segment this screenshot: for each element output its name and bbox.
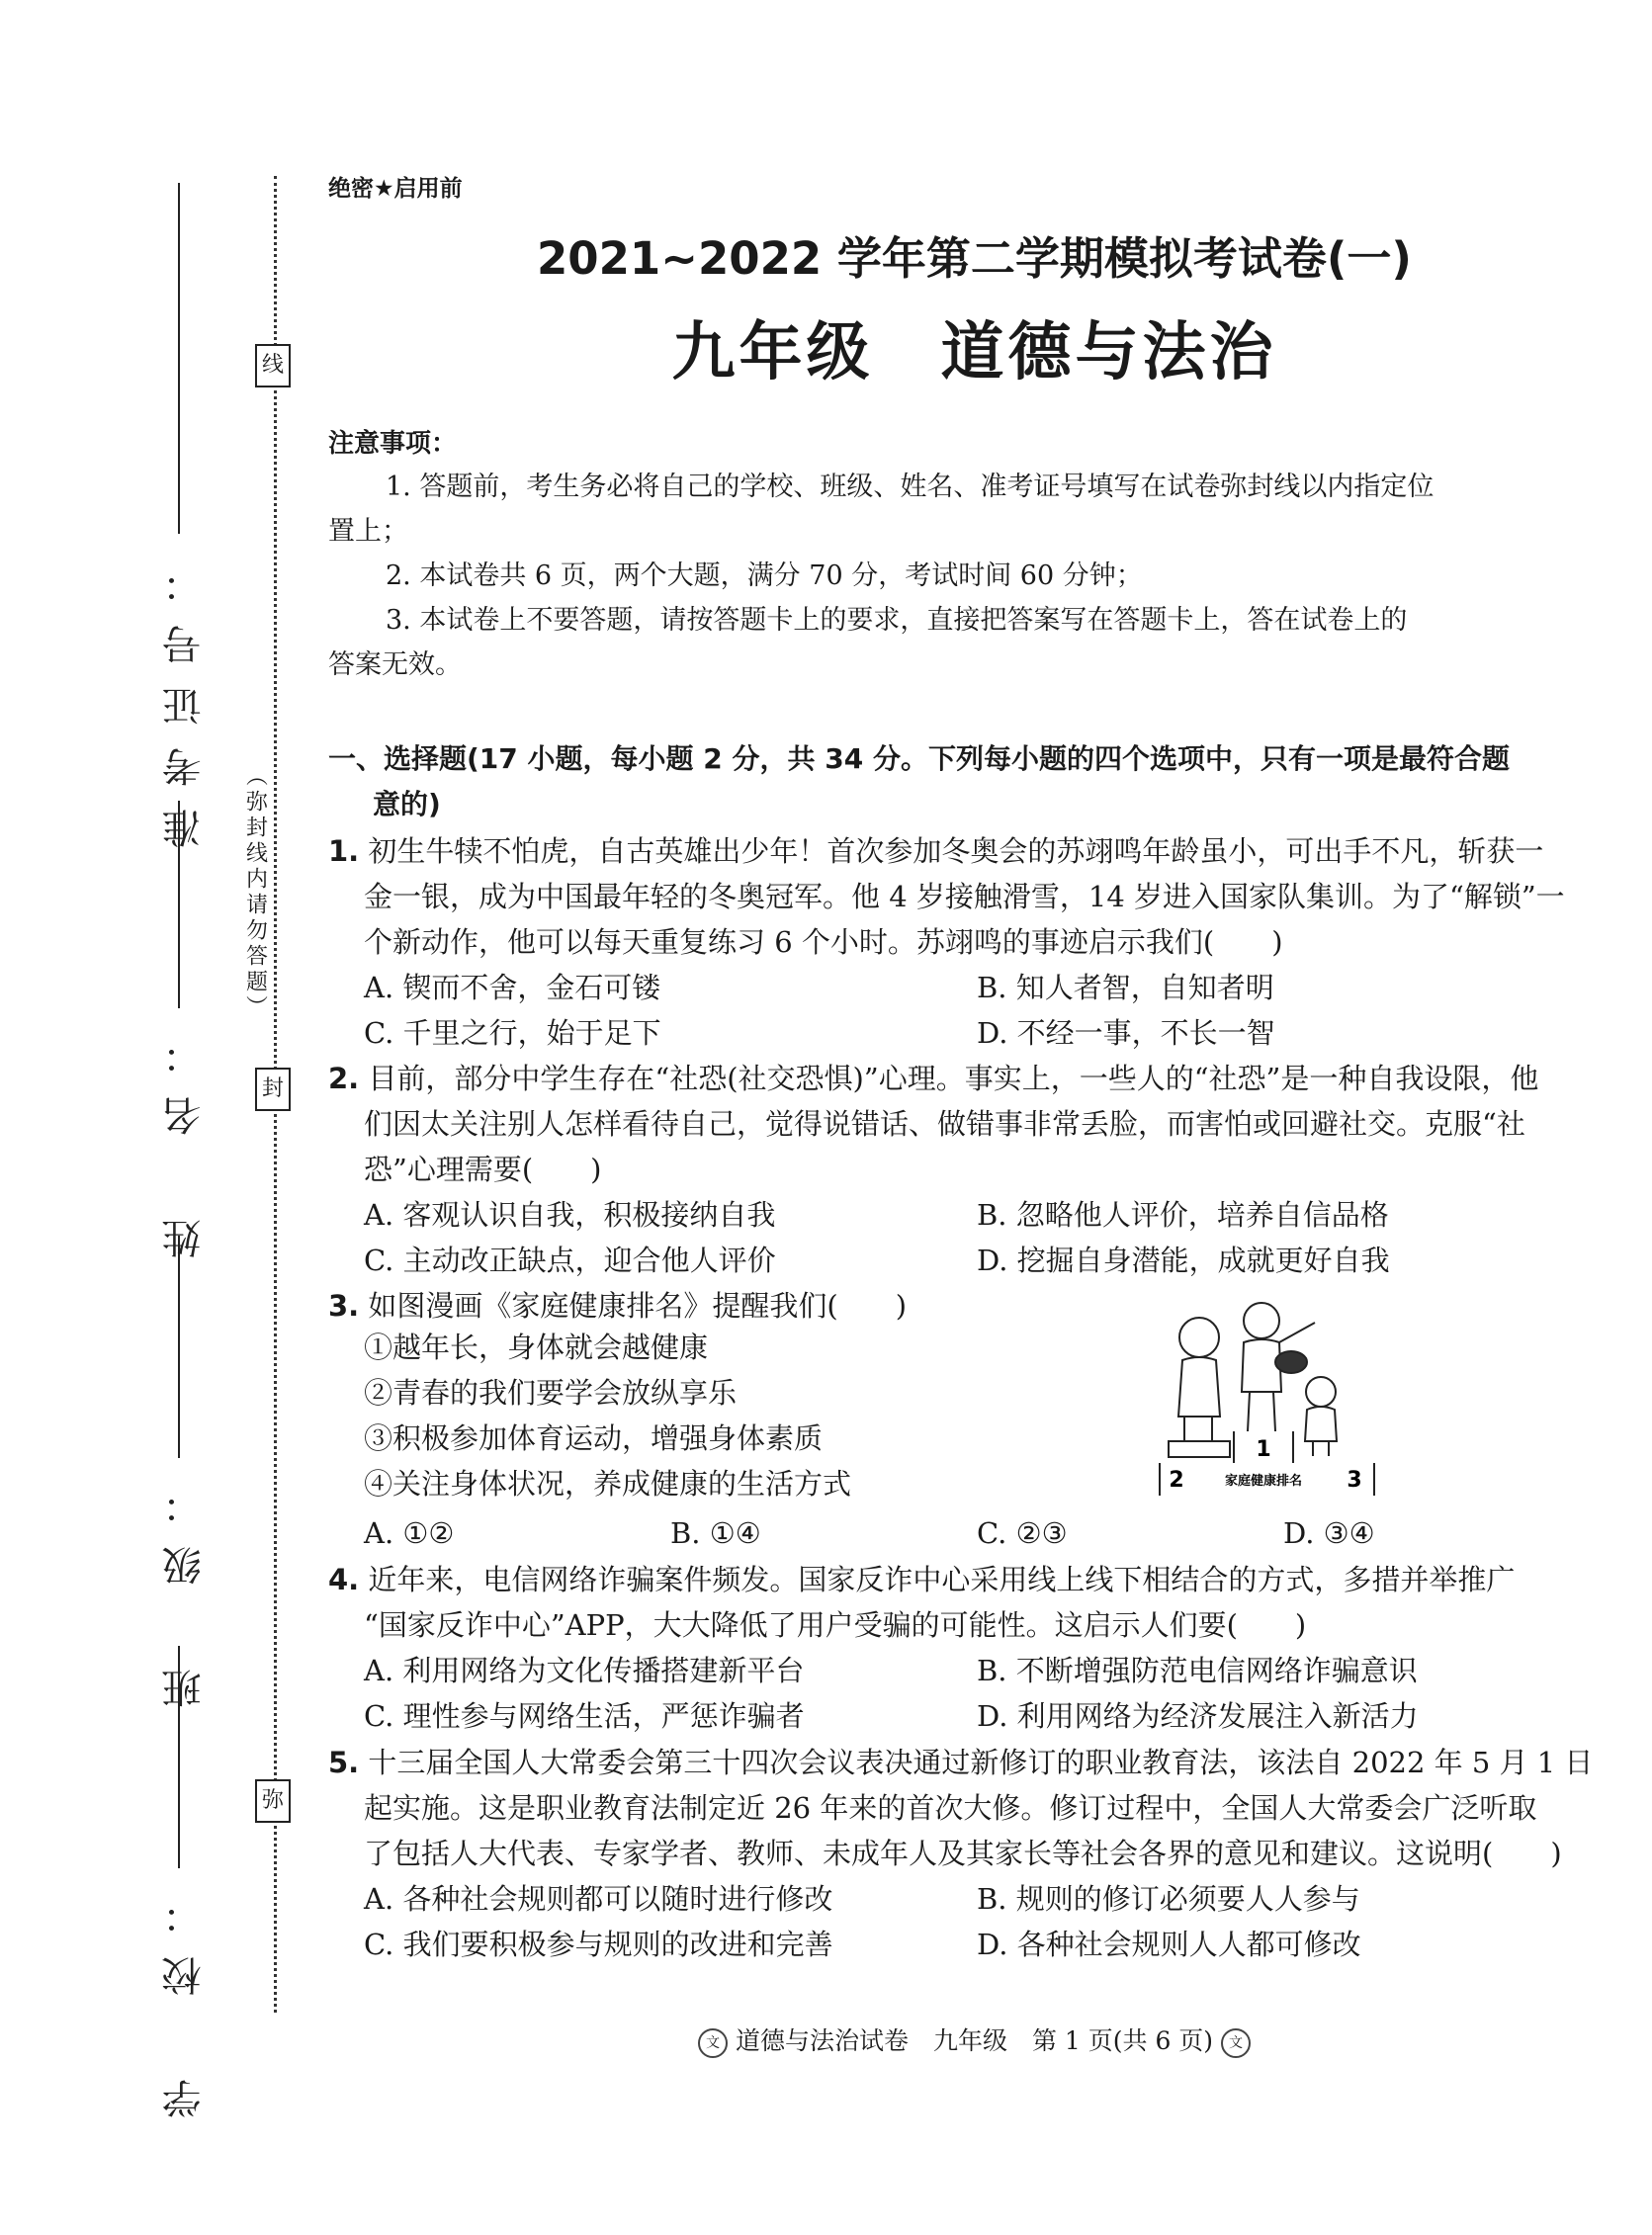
question-4-options bbox=[364, 1648, 1590, 1739]
child-figure bbox=[1305, 1377, 1337, 1456]
question-stem: 个新动作，他可以每天重复练习 6 个小时。苏翊鸣的事迹启示我们( ) bbox=[364, 925, 1283, 959]
option-a: A. 各种社会规则都可以随时进行修改 bbox=[364, 1882, 833, 1916]
question-1-options bbox=[364, 965, 1590, 1056]
option-a: A. 利用网络为文化传播搭建新平台 bbox=[364, 1654, 805, 1687]
question-number: 4. bbox=[328, 1563, 360, 1596]
seal-char-mi: 弥 bbox=[255, 1779, 291, 1823]
rank-3-label: 3 bbox=[1347, 1468, 1362, 1493]
question-stem: 们因太关注别人怎样看待自己，觉得说错话、做错事非常丢脸，而害怕或回避社交。克服“社 bbox=[364, 1107, 1525, 1141]
question-number: 5. bbox=[328, 1746, 360, 1779]
subject-title: 九年级 道德与法治 bbox=[671, 316, 1277, 389]
school-label: 学 校： bbox=[162, 1873, 208, 2118]
grandpa-figure bbox=[1169, 1318, 1230, 1457]
option-b: B. 忽略他人评价，培养自信品格 bbox=[977, 1198, 1389, 1232]
question-stem: “国家反诈中心”APP，大大降低了用户受骗的可能性。这启示人们要( ) bbox=[364, 1608, 1307, 1642]
option-c: C. 理性参与网络生活，严惩诈骗者 bbox=[364, 1699, 805, 1733]
section-heading-line1: 一、选择题(17 小题，每小题 2 分，共 34 分。下列每小题的四个选项中，只有一项是最符合题 bbox=[328, 742, 1510, 775]
notice-item-1: 1. 答题前，考生务必将自己的学校、班级、姓名、准考证号填写在试卷弥封线以内指定位 bbox=[386, 472, 1435, 502]
option-c: C. ②③ bbox=[977, 1516, 1068, 1550]
health-ranking-cartoon bbox=[1155, 1293, 1382, 1512]
school-underline bbox=[178, 1646, 180, 1868]
name-underline bbox=[178, 801, 180, 1008]
question-3-items bbox=[364, 1325, 851, 1506]
class-underline bbox=[178, 1236, 180, 1458]
question-stem: 如图漫画《家庭健康排名》提醒我们( ) bbox=[368, 1289, 908, 1323]
question-stem: 近年来，电信网络诈骗案件频发。国家反诈中心采用线上线下相结合的方式，多措并举推广 bbox=[368, 1563, 1516, 1596]
question-number: 1. bbox=[328, 834, 360, 868]
rank-1-label: 1 bbox=[1256, 1437, 1271, 1462]
notice-title: 注意事项： bbox=[328, 429, 458, 459]
question-number: 2. bbox=[328, 1062, 360, 1095]
option-d: D. 利用网络为经济发展注入新活力 bbox=[977, 1699, 1419, 1733]
option-c: C. 我们要积极参与规则的改进和完善 bbox=[364, 1928, 833, 1961]
section-heading bbox=[328, 736, 1594, 827]
question-4 bbox=[328, 1557, 1604, 1648]
cartoon-caption: 家庭健康排名 bbox=[1224, 1474, 1303, 1489]
option-d: D. ③④ bbox=[1283, 1516, 1375, 1550]
question-stem: 目前，部分中学生存在“社恐(社交恐惧)”心理。事实上，一些人的“社恐”是一种自我设限，他 bbox=[368, 1062, 1539, 1095]
class-label: 班 级： bbox=[162, 1463, 208, 1708]
question-stem: 了包括人大代表、专家学者、教师、未成年人及其家长等社会各界的意见和建议。这说明( ) bbox=[364, 1837, 1562, 1870]
binding-margin bbox=[0, 0, 297, 2235]
option-b: B. 不断增强防范电信网络诈骗意识 bbox=[977, 1654, 1418, 1687]
exam-title: 2021~2022 学年第二学期模拟考试卷(一) bbox=[537, 232, 1412, 285]
seal-char-feng: 封 bbox=[255, 1068, 291, 1111]
secret-mark: 绝密★启用前 bbox=[328, 176, 463, 202]
question-3 bbox=[328, 1283, 1604, 1329]
option-a: A. 客观认识自我，积极接纳自我 bbox=[364, 1198, 776, 1232]
question-stem: 起实施。这是职业教育法制定近 26 年来的首次大修。修订过程中，全国人大常委会广泛听取 bbox=[364, 1791, 1537, 1825]
option-d: D. 各种社会规则人人都可修改 bbox=[977, 1928, 1361, 1961]
option-c: C. 主动改正缺点，迎合他人评价 bbox=[364, 1244, 776, 1277]
option-b: B. 知人者智，自知者明 bbox=[977, 971, 1274, 1004]
question-1 bbox=[328, 828, 1604, 965]
publisher-logo-icon: 文 bbox=[1221, 2028, 1251, 2058]
option-a: A. ①② bbox=[364, 1516, 455, 1550]
seal-note-text: （弥封线内请勿答题） bbox=[242, 764, 268, 1021]
exam-no-label: 准考证号： bbox=[162, 542, 208, 848]
question-5-options bbox=[364, 1876, 1590, 1967]
question-stem: 恐”心理需要( ) bbox=[364, 1153, 602, 1186]
question-stem: 初生牛犊不怕虎，自古英雄出少年！首次参加冬奥会的苏翊鸣年龄虽小，可出手不凡，斩获一 bbox=[368, 834, 1544, 868]
publisher-logo-icon: 文 bbox=[698, 2028, 728, 2058]
option-d: D. 挖掘自身潜能，成就更好自我 bbox=[977, 1244, 1390, 1277]
option-b: B. ①④ bbox=[670, 1516, 761, 1550]
middle-figure bbox=[1242, 1303, 1315, 1431]
notice-item-3: 3. 本试卷上不要答题，请按答题卡上的要求，直接把答案写在答题卡上，答在试卷上的 bbox=[386, 605, 1408, 636]
question-2 bbox=[328, 1056, 1604, 1192]
statement-item: ④关注身体状况，养成健康的生活方式 bbox=[364, 1467, 852, 1501]
question-2-options bbox=[364, 1192, 1590, 1283]
rank-2-label: 2 bbox=[1169, 1468, 1184, 1493]
notice-body bbox=[328, 465, 1589, 687]
question-3-options bbox=[364, 1510, 1590, 1556]
question-5 bbox=[328, 1740, 1604, 1876]
notice-item-2: 2. 本试卷共 6 页，两个大题，满分 70 分，考试时间 60 分钟； bbox=[386, 560, 1143, 591]
section-heading-line2: 意的) bbox=[373, 788, 441, 820]
page-footer bbox=[297, 2021, 1652, 2058]
option-a: A. 锲而不舍，金石可镂 bbox=[364, 971, 661, 1004]
seal-note bbox=[237, 759, 273, 1026]
question-stem: 十三届全国人大常委会第三十四次会议表决通过新修订的职业教育法，该法自 2022 年 5 月 1 日 bbox=[368, 1746, 1594, 1779]
notice-item-3-cont: 答案无效。 bbox=[328, 649, 462, 680]
footer-text: 道德与法治试卷 九年级 第 1 页(共 6 页) bbox=[735, 2026, 1214, 2055]
statement-item: ①越年长，身体就会越健康 bbox=[364, 1331, 709, 1364]
name-label: 姓 名： bbox=[162, 1013, 208, 1258]
statement-item: ②青春的我们要学会放纵享乐 bbox=[364, 1376, 738, 1410]
option-c: C. 千里之行，始于足下 bbox=[364, 1016, 661, 1050]
question-stem: 金一银，成为中国最年轻的冬奥冠军。他 4 岁接触滑雪，14 岁进入国家队集训。为了“解锁”一 bbox=[364, 880, 1565, 913]
exam-no-underline bbox=[178, 183, 180, 534]
notice-item-1-cont: 置上； bbox=[328, 516, 408, 547]
option-b: B. 规则的修订必须要人人参与 bbox=[977, 1882, 1360, 1916]
seal-char-xian: 线 bbox=[255, 344, 291, 387]
option-d: D. 不经一事，不长一智 bbox=[977, 1016, 1275, 1050]
question-number: 3. bbox=[328, 1289, 360, 1323]
statement-item: ③积极参加体育运动，增强身体素质 bbox=[364, 1421, 824, 1455]
